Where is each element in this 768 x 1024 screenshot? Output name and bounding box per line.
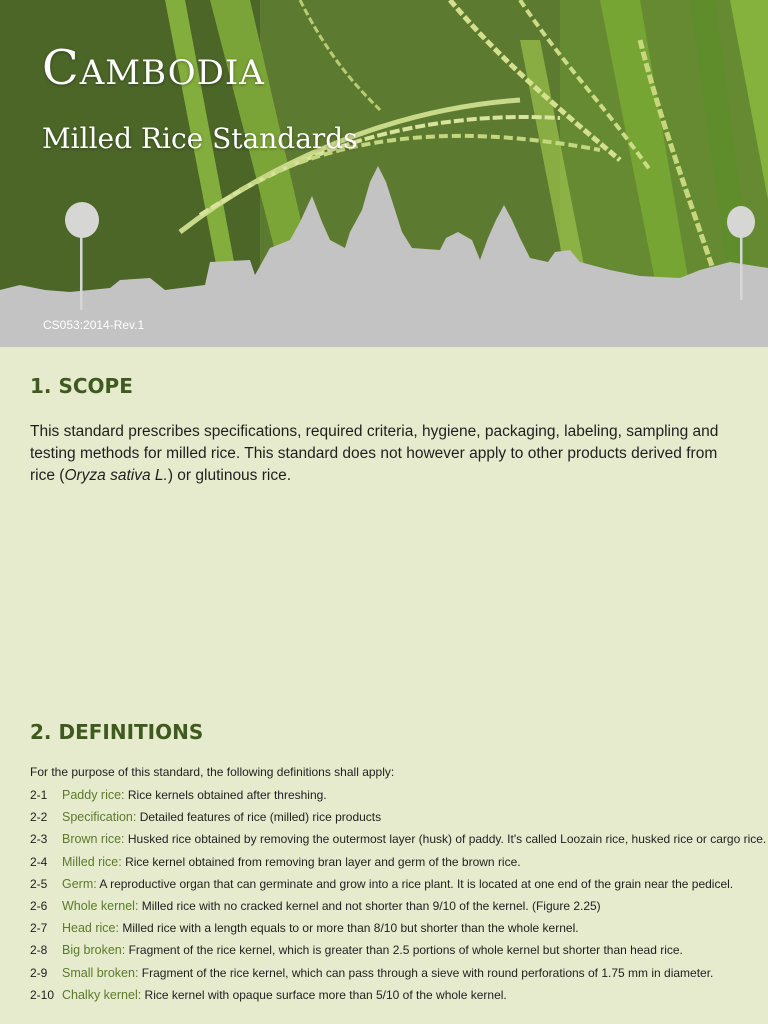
definition-item <box>30 895 760 917</box>
definition-item <box>30 851 760 873</box>
scope-paragraph <box>30 421 730 487</box>
definition-text: Rice kernel with opaque surface more than 5/10 of the whole kernel. <box>141 987 507 1002</box>
definition-item <box>30 873 760 895</box>
definition-number: 2-3 <box>30 832 48 847</box>
definition-number: 2-10 <box>30 987 55 1002</box>
definition-number: 2-1 <box>30 788 48 802</box>
definition-number: 2-2 <box>30 810 48 825</box>
definition-text: Milled rice with a length equals to or more than 8/10 but shorter than the whole kernel. <box>118 921 579 936</box>
definitions-list <box>30 784 767 1006</box>
definitions-intro: For the purpose of this standard, the following definitions shall apply: <box>30 765 395 779</box>
definition-item <box>30 828 767 850</box>
definition-text: Fragment of the rice kernel, which can pass through a sieve with round perforations of 1.75 mm in diameter. <box>138 965 714 980</box>
definition-number: 2-7 <box>30 921 48 936</box>
definition-number: 2-5 <box>30 876 48 891</box>
page-title: Cambodia <box>42 40 265 96</box>
definition-term: Head rice: <box>62 921 119 936</box>
scope-text-end: ) or glutinous rice. <box>167 467 292 484</box>
definition-term: Brown rice: <box>62 832 125 847</box>
definition-term: Specification: <box>62 810 137 825</box>
definitions-heading: 2. DEFINITIONS <box>30 720 204 744</box>
species-name: Oryza sativa L. <box>64 467 168 484</box>
scope-heading: 1. SCOPE <box>30 374 133 398</box>
definition-number: 2-8 <box>30 943 48 958</box>
definition-item <box>30 784 760 806</box>
definition-term: Whole kernel: <box>62 898 139 913</box>
definition-item <box>30 984 760 1006</box>
document-code: CS053:2014-Rev.1 <box>43 318 145 332</box>
definition-term: Big broken: <box>62 943 126 958</box>
definition-number: 2-4 <box>30 854 48 869</box>
definition-text: Fragment of the rice kernel, which is greater than 2.5 portions of whole kernel but shorter than head rice. <box>125 943 683 958</box>
definition-text: Husked rice obtained by removing the outermost layer (husk) of paddy. It's called Loozain rice, husked rice or cargo rice. <box>124 832 767 847</box>
definition-term: Germ: <box>62 876 97 891</box>
definition-term: Chalky kernel: <box>62 987 142 1002</box>
definition-number: 2-9 <box>30 965 48 980</box>
definition-text: Detailed features of rice (milled) rice products <box>136 810 382 825</box>
definition-term: Paddy rice: <box>62 788 125 802</box>
definition-term: Small broken: <box>62 965 139 980</box>
definition-item <box>30 939 760 961</box>
definition-item <box>30 806 760 828</box>
definition-item <box>30 962 760 984</box>
page-subtitle: Milled Rice Standards <box>42 122 358 155</box>
definition-text: Milled rice with no cracked kernel and not shorter than 9/10 of the kernel. (Figure 2.25) <box>138 898 601 913</box>
definition-item <box>30 917 760 939</box>
definition-text: Rice kernels obtained after threshing. <box>124 788 327 802</box>
definition-number: 2-6 <box>30 898 48 913</box>
definition-text: Rice kernel obtained from removing bran layer and germ of the brown rice. <box>121 854 521 869</box>
definition-term: Milled rice: <box>62 854 122 869</box>
scope-text-start: This standard prescribes specifications, required criteria, hygiene, packaging, labeling, sampling and testing methods for milled rice. This standard does not however apply to other products derived from rice ( <box>30 423 719 484</box>
definition-text: A reproductive organ that can germinate and grow into a rice plant. It is located at one end of the grain near the pedicel. <box>96 876 734 891</box>
cover-banner <box>0 0 768 347</box>
